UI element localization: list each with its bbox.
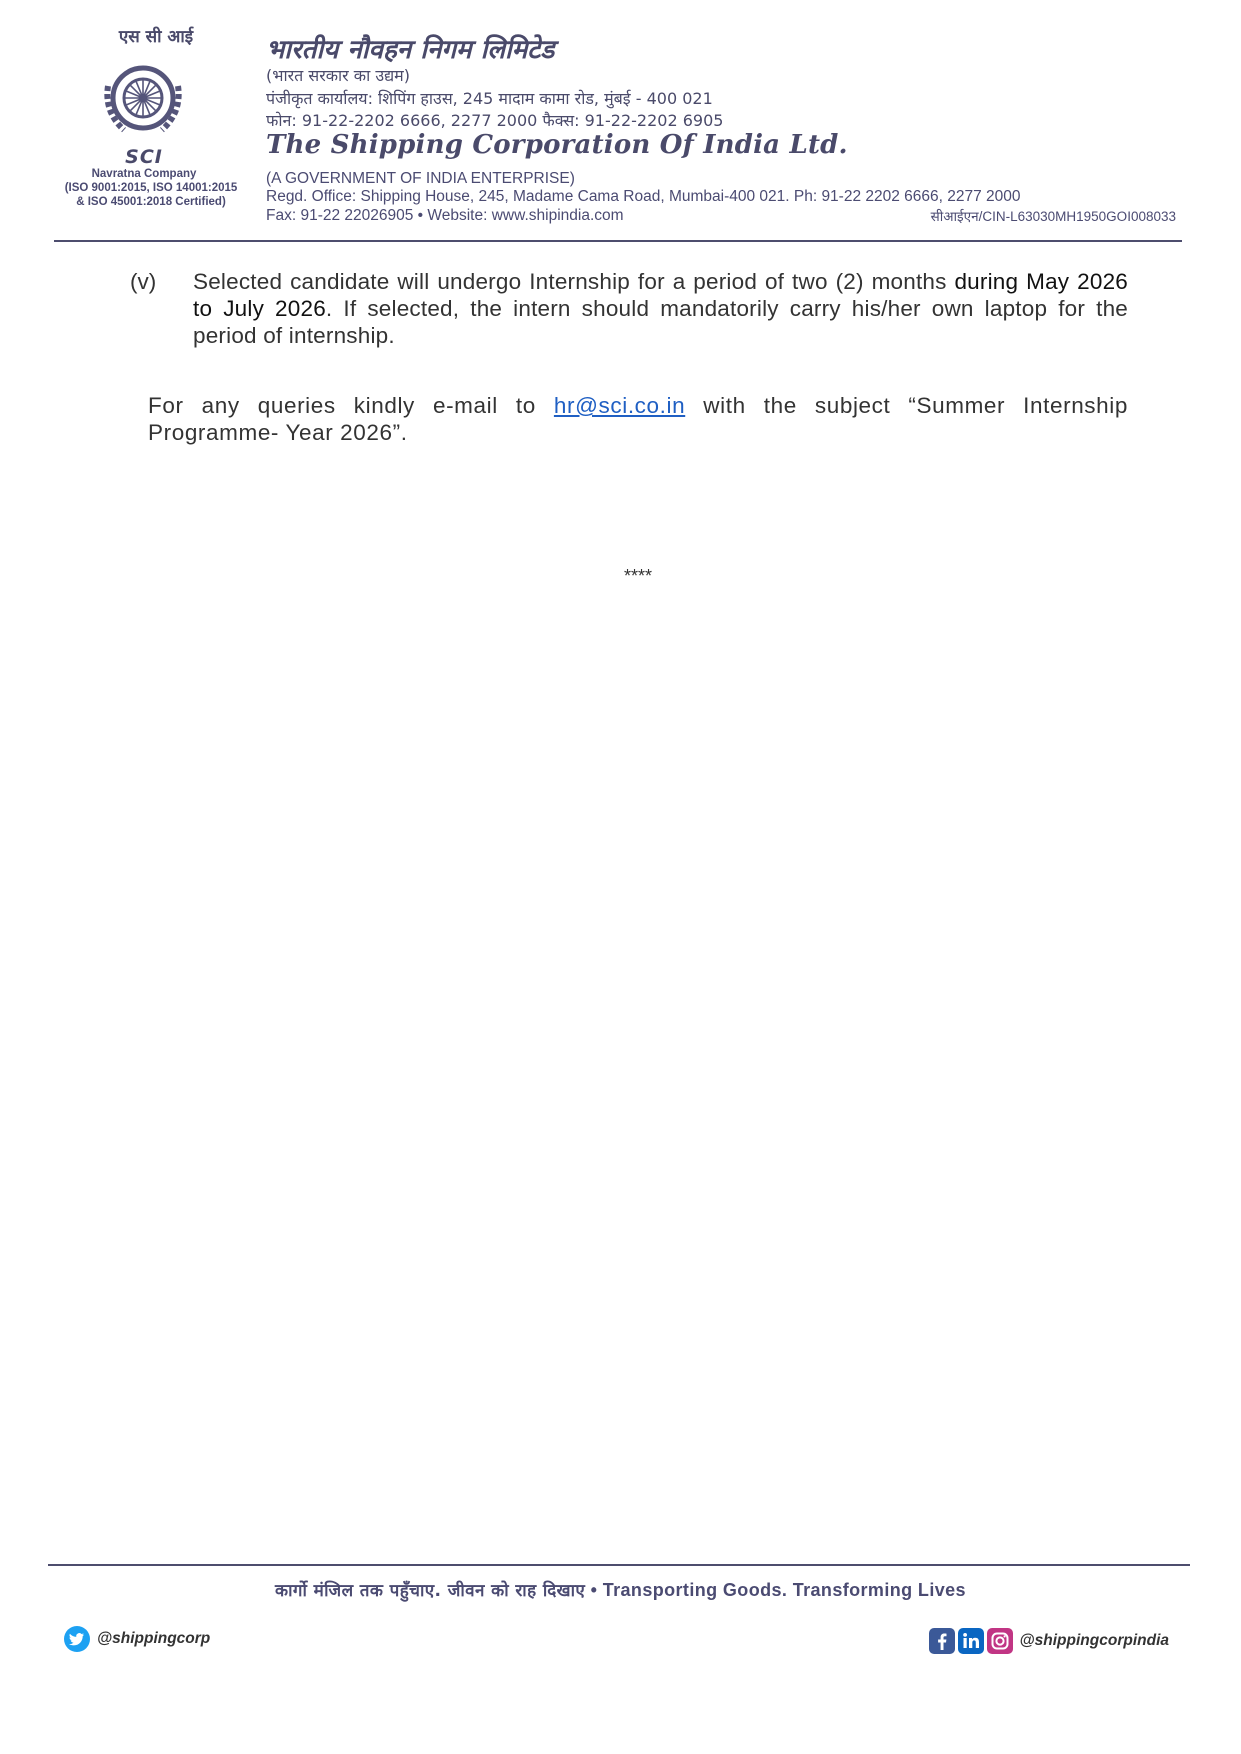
company-name-english: The Shipping Corporation Of India Ltd. [266,130,848,160]
end-of-document-marker: **** [623,566,653,586]
english-address-line: Regd. Office: Shipping House, 245, Madame Cama Road, Mumbai-400 021. Ph: 91-22 2202 6666, 2277 2000 [266,188,1021,205]
hindi-phone-line: फोन: 91-22-2202 6666, 2277 2000 फैक्स: 91-22-2202 6905 [266,111,724,130]
footer-divider [48,1564,1190,1566]
logo-navratna-label: Navratna Company [91,168,197,180]
email-link[interactable]: hr@sci.co.in [553,393,686,418]
hindi-enterprise-line: (भारत सरकार का उद्यम) [266,66,410,85]
twitter-handle: @shippingcorp [97,1630,211,1647]
social-handle: @shippingcorpindia [1019,1632,1169,1649]
english-enterprise-line: (A GOVERNMENT OF INDIA ENTERPRISE) [266,170,575,187]
query-text-before: For any queries kindly e-mail to [148,393,554,418]
footer-tagline [0,1578,1241,1601]
query-text-after: with the subject “Summer Internship Programme- Year 2026”. [148,393,1128,445]
logo-hindi-text: एस सी आई [118,27,194,47]
logo-iso-line-2: & ISO 45001:2018 Certified) [76,196,226,208]
footer-social-links [929,1628,1169,1654]
query-paragraph [148,392,1128,446]
item-text-highlight: during May 2026 to July 2026 [193,269,1128,321]
facebook-icon[interactable] [929,1628,955,1654]
twitter-icon [64,1626,90,1652]
tagline-english: Transporting Goods. Transforming Lives [602,1580,966,1600]
logo-abbreviation: SCI [125,146,163,168]
hindi-address-line: पंजीकृत कार्यालय: शिपिंग हाउस, 245 मादाम कामा रोड, मुंबई - 400 021 [266,89,713,108]
instagram-icon[interactable] [987,1628,1013,1654]
list-item-text [193,268,1128,349]
linkedin-icon[interactable] [958,1628,984,1654]
item-text-part-2: . If selected, the intern should mandatorily carry his/her own laptop for the period of internship. [193,296,1129,348]
header-divider [54,240,1182,242]
cin-number: सीआईएन/CIN-L63030MH1950GOI008033 [930,209,1176,224]
letterhead [46,20,1186,236]
company-name-hindi: भारतीय नौवहन निगम लिमिटेड [266,35,555,65]
list-marker: (v) [130,269,157,294]
tagline-hindi: कार्गो मंजिल तक पहुँचाए. जीवन को राह दिखाए [275,1581,586,1601]
english-fax-website-line: Fax: 91-22 22026905 • Website: www.shipindia.com [266,207,624,224]
sci-logo [46,20,256,220]
footer-twitter[interactable] [64,1626,210,1652]
item-text-part-1: Selected candidate will undergo Internship for a period of two (2) months [193,269,955,294]
logo-iso-line-1: (ISO 9001:2015, ISO 14001:2015 [64,182,238,194]
tagline-separator: • [590,1580,598,1600]
